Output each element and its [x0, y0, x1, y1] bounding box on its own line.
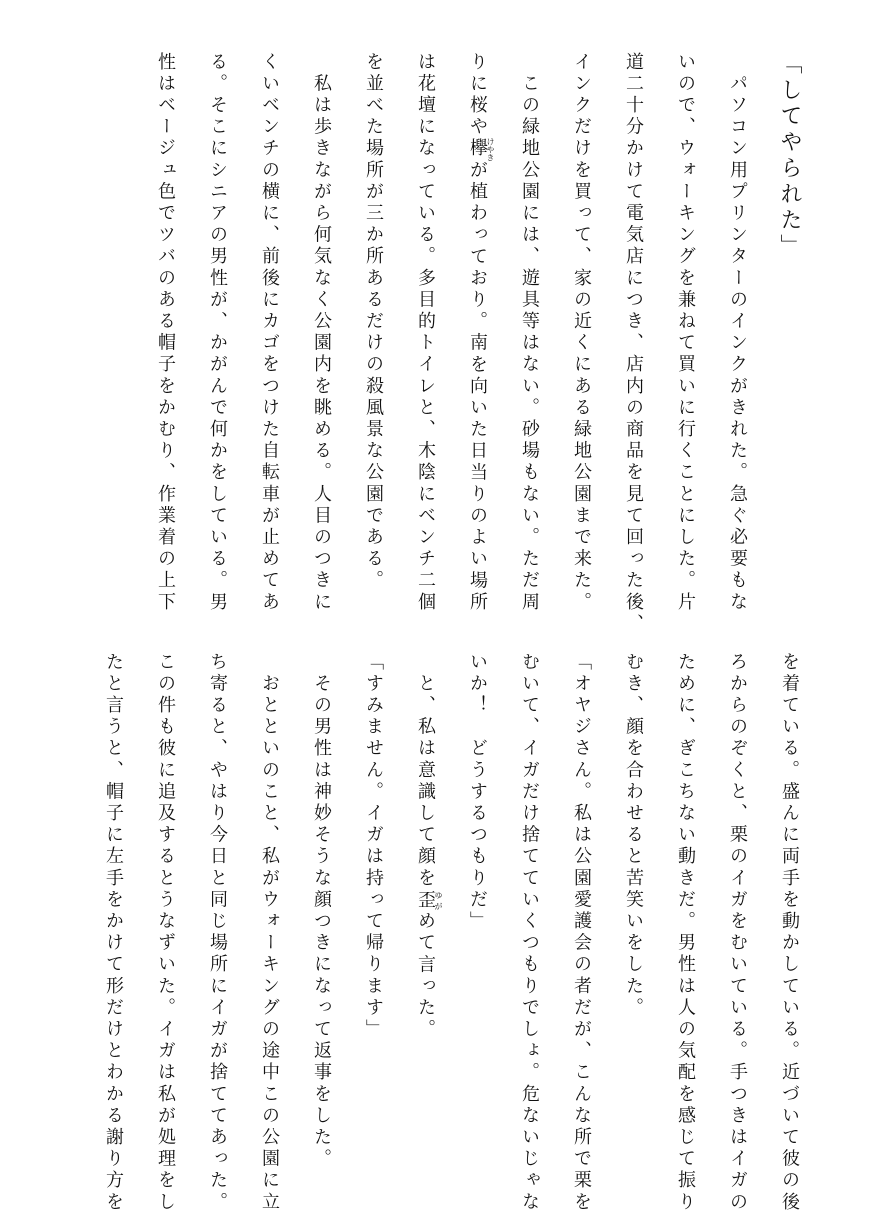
text-line-with-ruby: [451, 52, 503, 612]
text-segment: りに桜や: [467, 52, 488, 139]
ruby-yuga: [415, 889, 443, 912]
ruby-reading: ゆが: [434, 889, 443, 912]
text-segment: が植わっており。南を向いた日当りのよい場所: [467, 160, 488, 614]
text-segment: と、私は意識して顔を: [415, 652, 436, 890]
text-line: 性はベージュ色でツバのある帽子をかむり、作業着の上下: [155, 52, 176, 614]
text-line: 私は歩きながら何気なく公園内を眺める。人目のつきに: [311, 52, 332, 614]
text-line: る。そこにシニアの男性が、かがんで何かをしている。男: [207, 52, 228, 614]
ruby-reading: けやき: [486, 137, 495, 162]
text-line: むいて、イガだけ捨てていくつもりでしょ。危ないじゃな: [519, 652, 540, 1214]
top-text-block: [139, 52, 815, 636]
text-line: を並べた場所が三か所あるだけの殺風景な公園である。: [363, 52, 384, 592]
text-line: いので、ウォーキングを兼ねて買いに行くことにした。片: [675, 52, 696, 614]
text-segment: めて言った。: [415, 911, 436, 1041]
ruby-base: 歪: [415, 889, 436, 912]
text-line: たと言うと、帽子に左手をかけて形だけとわかる謝り方を: [103, 652, 124, 1214]
text-line: その男性は神妙そうな顔つきになって返事をした。: [311, 652, 332, 1171]
text-line: おとといのこと、私がウォーキングの途中この公園に立: [259, 652, 280, 1214]
text-line: を着ている。盛んに両手を動かしている。近づいて彼の後: [779, 652, 800, 1214]
text-line: この件も彼に追及するとうなずいた。イガは私が処理をし: [155, 652, 176, 1214]
story-title: 「してやられた」: [777, 52, 802, 260]
text-line-with-ruby: [399, 652, 451, 1212]
ruby-keyaki: [467, 137, 495, 162]
text-line: この緑地公園には、遊具等はない。砂場もない。ただ周: [519, 52, 540, 614]
bottom-text-block: [87, 652, 815, 1212]
text-line: インクだけを買って、家の近くにある緑地公園まで来た。: [571, 52, 592, 614]
text-line: くいベンチの横に、前後にカゴをつけた自転車が止めてあ: [259, 52, 280, 614]
ruby-base: 欅: [467, 137, 488, 162]
text-line: むき、顔を合わせると苦笑いをした。: [623, 652, 644, 1020]
text-line: 「すみません。イガは持って帰ります」: [363, 652, 384, 1041]
text-line: 「オヤジさん。私は公園愛護会の者だが、こんな所で栗を: [571, 652, 592, 1214]
text-line: 道二十分かけて電気店につき、店内の商品を見て回った後、: [623, 52, 644, 636]
text-line: いか！ どうするつもりだ」: [467, 652, 488, 933]
text-line: パソコン用プリンターのインクがきれた。急ぐ必要もな: [727, 52, 748, 614]
text-line: ろからのぞくと、栗のイガをむいている。手つきはイガの: [727, 652, 748, 1214]
text-line: ち寄ると、やはり今日と同じ場所にイガが捨ててあった。: [207, 652, 228, 1214]
text-line: ために、ぎこちない動きだ。男性は人の気配を感じて振り: [675, 652, 696, 1214]
text-line: は花壇になっている。多目的トイレと、木陰にベンチ二個: [415, 52, 436, 614]
